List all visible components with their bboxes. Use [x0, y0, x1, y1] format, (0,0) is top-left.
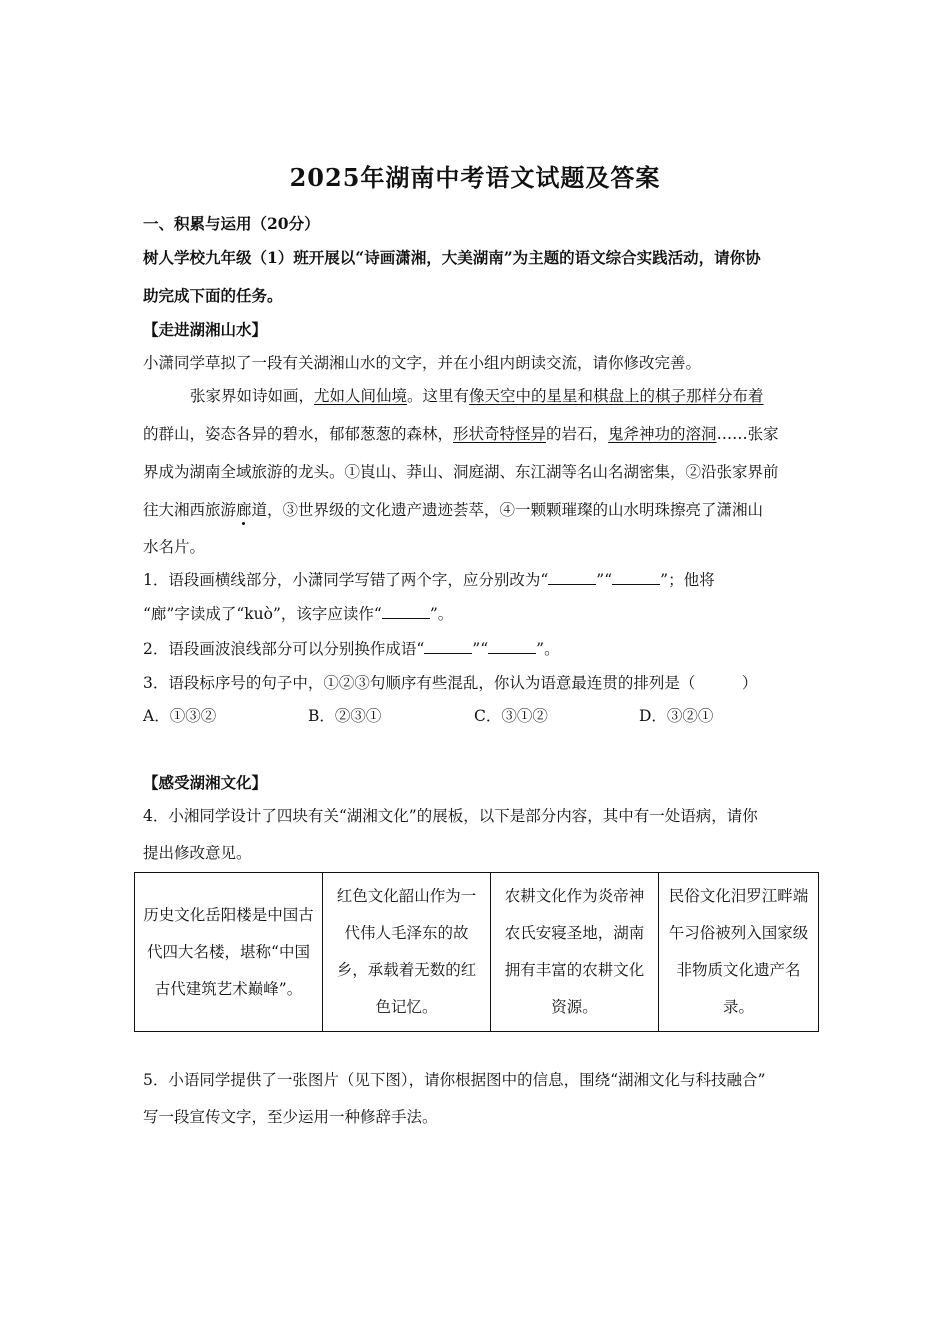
- part1-heading: 【走进湖湘山水】: [143, 320, 268, 339]
- passage-line3: 界成为湖南全域旅游的龙头。①崀山、莽山、洞庭湖、东江湖等名山名湖密集，②沿张家界前: [143, 463, 779, 481]
- wavy-phrase-2: 鬼斧神功的溶洞: [608, 425, 717, 443]
- passage-line5: 水名片。: [143, 538, 206, 556]
- option-d[interactable]: D．③②①: [639, 707, 714, 725]
- panel-red: 红色文化韶山作为一代伟人毛泽东的故乡，承载着无数的红色记忆。: [323, 873, 491, 1032]
- option-c[interactable]: C．③①②: [474, 707, 548, 725]
- panel-folk: 民俗文化汨罗江畔端午习俗被列入国家级非物质文化遗产名录。: [659, 873, 819, 1032]
- underlined-phrase-2: 形状奇特怪异: [453, 425, 547, 443]
- part1-lead: 小潇同学草拟了一段有关湖湘山水的文字，并在小组内朗读交流，请你修改完善。: [143, 354, 702, 372]
- question-4-line2: 提出修改意见。: [143, 844, 252, 862]
- answer-blank[interactable]: [424, 639, 472, 654]
- page-title: 2025年湖南中考语文试题及答案: [289, 163, 661, 192]
- option-a[interactable]: A．①③②: [143, 707, 217, 725]
- intro-text-line1: 树人学校九年级（1）班开展以“诗画潇湘，大美湖南”为主题的语文综合实践活动，请你协: [143, 248, 761, 267]
- passage-line1: 张家界如诗如画，尤如人间仙境。这里有像天空中的星星和棋盘上的棋子那样分布着: [190, 387, 764, 405]
- dotted-character: 廊: [236, 501, 252, 519]
- question-1-line1: 1．语段画横线部分，小潇同学写错了两个字，应分别改为“ ”“ ”；他将: [143, 571, 715, 589]
- answer-blank[interactable]: [612, 570, 660, 585]
- question-1-line2: “廊”字读成了“kuò”，该字应读作“ ”。: [143, 605, 454, 623]
- wavy-phrase-1: 像天空中的星星和棋盘上的棋子那样分布着: [469, 387, 764, 405]
- question-4-line1: 4．小湘同学设计了四块有关“湖湘文化”的展板，以下是部分内容，其中有一处语病，请你: [143, 807, 758, 825]
- part2-heading: 【感受湖湘文化】: [143, 773, 268, 792]
- answer-blank[interactable]: [488, 639, 536, 654]
- intro-text-line2: 助完成下面的任务。: [143, 286, 283, 305]
- passage-line2: 的群山，姿态各异的碧水，郁郁葱葱的森林，形状奇特怪异的岩石，鬼斧神功的溶洞……张家: [143, 425, 779, 443]
- answer-blank[interactable]: [382, 604, 430, 619]
- panel-farming: 农耕文化作为炎帝神农氏安寝圣地，湖南拥有丰富的农耕文化资源。: [491, 873, 659, 1032]
- question-5-line2: 写一段宣传文字，至少运用一种修辞手法。: [143, 1108, 438, 1126]
- underlined-phrase-1: 尤如人间仙境: [314, 387, 408, 405]
- answer-blank[interactable]: [548, 570, 596, 585]
- option-b[interactable]: B．②③①: [308, 707, 382, 725]
- passage-line4: 往大湘西旅游廊道，③世界级的文化遗产遗迹荟萃，④一颗颗璀璨的山水明珠擦亮了潇湘山: [143, 501, 764, 519]
- question-3-stem: 3．语段标序号的句子中，①②③句顺序有些混乱，你认为语意最连贯的排列是（ ）: [143, 674, 758, 692]
- exhibit-panels-table: [134, 872, 819, 1032]
- panel-history: 历史文化岳阳楼是中国古代四大名楼，堪称“中国古代建筑艺术巅峰”。: [135, 873, 323, 1032]
- question-2: 2．语段画波浪线部分可以分别换作成语“ ”“ ”。: [143, 640, 560, 658]
- question-5-line1: 5．小语同学提供了一张图片（见下图），请你根据图中的信息，围绕“湖湘文化与科技融合”: [143, 1071, 766, 1089]
- section-heading: 一、积累与运用（20分）: [143, 214, 320, 233]
